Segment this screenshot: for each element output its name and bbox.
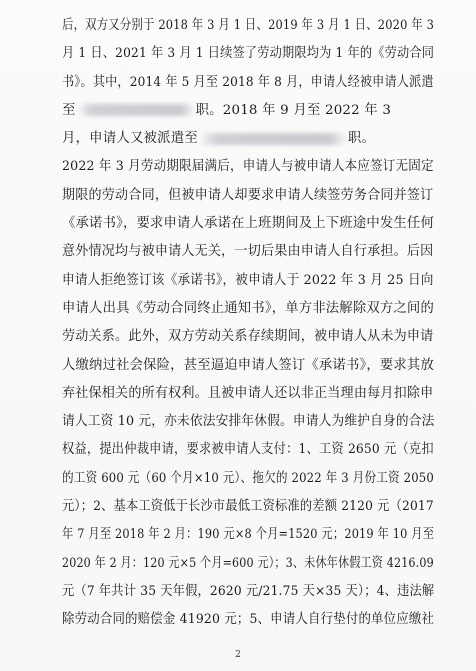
text-segment: 申请人出具《劳动合同终止通知书》，单方非法解除双方之间的 <box>62 300 434 316</box>
redaction-blur <box>77 104 195 116</box>
text-segment: 职。2018 年 9 月至 2022 年 3 <box>195 102 392 118</box>
text-line <box>62 295 432 323</box>
text-segment: 人缴纳过社会保险，甚至逼迫申请人签订《承诺书》，要求其放 <box>62 357 434 373</box>
text-line <box>62 380 434 408</box>
text-line <box>62 40 435 68</box>
text-segment: 至 <box>62 102 76 118</box>
text-line <box>62 465 434 493</box>
text-line <box>62 550 434 578</box>
text-segment: 的工资 600 元（60 个月×10 元）、拖欠的 2022 年 3 月份工资 2050 <box>62 470 434 486</box>
text-line <box>62 408 435 436</box>
text-segment: 后，双方又分别于 2018 年 3 月 1 日、2019 年 3 月 1 日、2020 年 3 <box>62 18 435 33</box>
page-number: 2 <box>235 650 241 660</box>
text-segment: 元）；2、基本工资低于长沙市最低工资标准的差额 2120 元（2017 <box>62 499 434 515</box>
text-line <box>62 153 434 181</box>
text-segment: 权益，提出仲裁申请，要求被申请人支付：1、工资 2650 元（克扣 <box>62 442 434 458</box>
text-segment: 2022 年 3 月劳动期限届满后，申请人与被申请人本应签订无固定 <box>62 159 434 175</box>
text-segment: 《承诺书》，要求申请人承诺在上班期间及上下班途中发生任何 <box>62 216 434 232</box>
text-segment: 劳动关系。此外，双方劳动关系存续期间，被申请人从未为申请 <box>62 329 434 345</box>
text-line <box>62 97 434 125</box>
text-line <box>62 578 435 606</box>
text-line <box>62 267 434 295</box>
text-line <box>62 493 434 521</box>
text-line <box>62 12 435 40</box>
text-segment: 月 1 日、2021 年 3 月 1 日续签了劳动期限均为 1 年的《劳动合同 <box>62 46 435 62</box>
redaction-blur <box>199 133 347 145</box>
text-line <box>62 436 434 464</box>
text-line <box>62 323 434 351</box>
text-segment: 职。 <box>347 131 376 147</box>
text-segment: 弃社保相关的所有权利。且被申请人还以非正当理由每月扣除申 <box>62 385 434 401</box>
text-line <box>62 125 434 153</box>
text-line <box>62 210 432 238</box>
text-line <box>62 69 434 97</box>
text-segment: 月，申请人又被派遣至 <box>62 131 198 147</box>
text-segment: 期限的劳动合同，但被申请人却要求申请人续签劳务合同并签订 <box>62 187 434 203</box>
text-segment: 请人工资 10 元，亦未依法安排年休假。申请人为维护自身的合法 <box>62 414 435 430</box>
body-text <box>62 12 434 635</box>
text-segment: 2020 年 2 月：120 元×5 个月=600 元）；3、未休年休假工资 4216.09 <box>62 555 434 571</box>
text-line <box>62 352 432 380</box>
text-segment: 申请人拒绝签订该《承诺书》，被申请人于 2022 年 3 月 25 日向 <box>62 272 434 288</box>
text-segment: 年 7 月至 2018 年 2 月：190 元×8 个月=1520 元；2019 年 10 月至 <box>62 527 435 543</box>
text-segment: 意外情况均与被申请人无关，一切后果由申请人自行承担。后因 <box>62 244 434 260</box>
text-segment: 元（7 年共计 35 天年假，2620 元/21.75 天×35 天）；4、违法解 <box>62 583 435 599</box>
text-line <box>62 521 435 549</box>
text-line <box>62 606 435 634</box>
text-line <box>62 182 434 210</box>
text-segment: 书》。其中，2014 年 5 月至 2018 年 8 月，申请人经被申请人派遣 <box>62 74 434 90</box>
text-segment: 除劳动合同的赔偿金 41920 元；5、申请人自行垫付的单位应缴社 <box>62 612 435 628</box>
text-line <box>62 238 434 266</box>
